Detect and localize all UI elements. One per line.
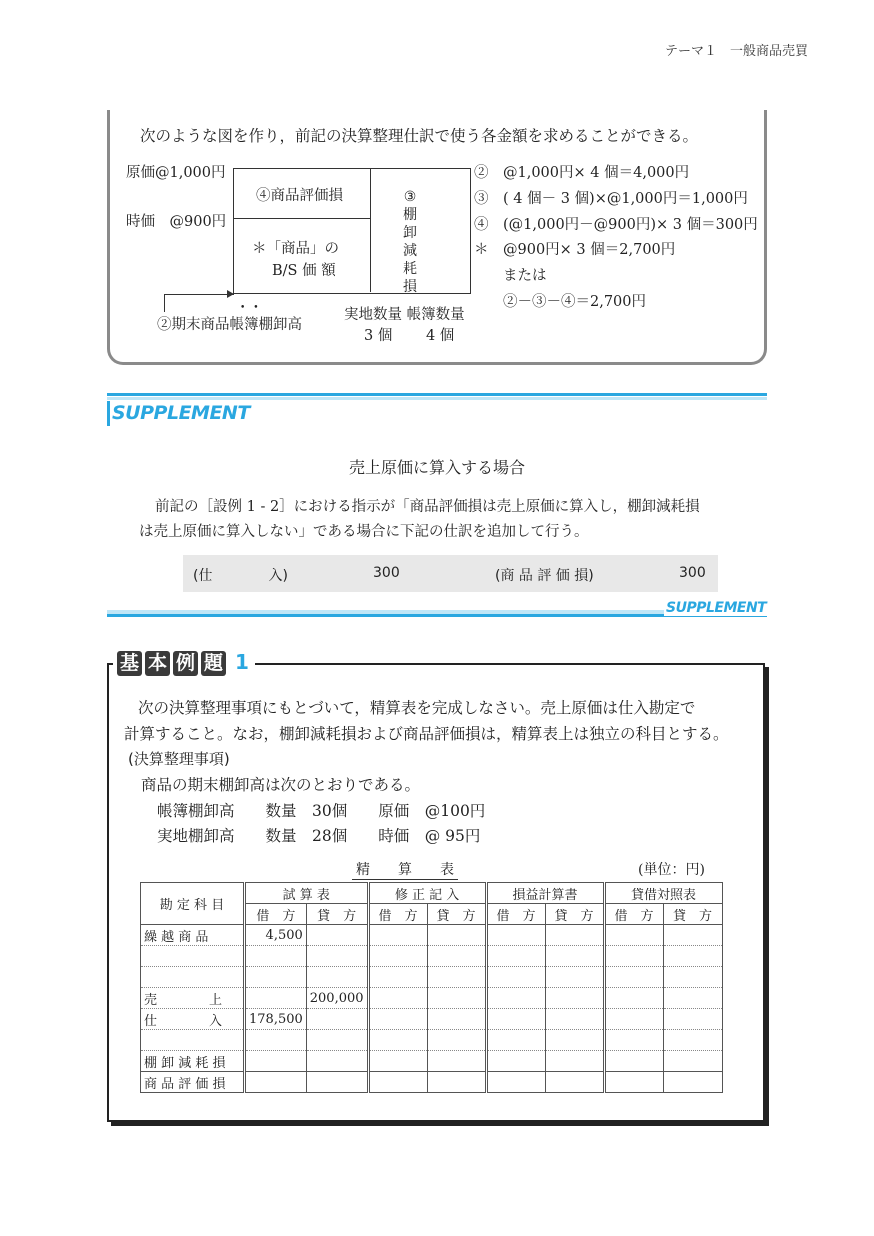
debit-header: 借 方 [604,904,663,925]
adjustment-debit-cell[interactable] [368,1009,427,1030]
debit-header: 借 方 [245,904,307,925]
table-row [141,1051,723,1072]
trial-balance-credit-cell[interactable] [306,1072,368,1093]
supplement-left-rule [107,401,110,426]
credit-amount: 300 [679,565,706,581]
side-char: ③ [403,189,417,205]
debit-header: 借 方 [368,904,427,925]
trial-balance-credit-cell[interactable] [306,967,368,988]
income-debit-cell[interactable] [486,1072,545,1093]
adjustment-credit-cell[interactable] [427,1051,486,1072]
credit-account: (商 品 評 価 損) [495,568,594,584]
account-cell [141,1030,245,1051]
table-row [141,925,723,946]
question-line-1: 次の決算整理事項にもとづいて，精算表を完成しなさい。売上原価は仕入勘定で [138,699,696,717]
trial-balance-debit-cell[interactable] [245,1051,307,1072]
adjustment-credit-cell[interactable] [427,1072,486,1093]
balance-credit-cell[interactable] [663,1030,722,1051]
adjustment-debit-cell[interactable] [368,946,427,967]
debit-amount: 300 [373,565,400,581]
balance-debit-cell[interactable] [604,925,663,946]
credit-header: 貸 方 [663,904,722,925]
supplement-top-bar [107,393,767,396]
income-credit-cell[interactable] [545,1072,604,1093]
adjustment-credit-cell[interactable] [427,946,486,967]
arrow-stem [164,294,165,312]
adjustment-credit-cell[interactable] [427,1030,486,1051]
trial-balance-credit-cell[interactable] [306,1009,368,1030]
income-credit-cell[interactable] [545,1051,604,1072]
supplement-badge: SUPPLEMENT [112,402,250,424]
balance-debit-cell[interactable] [604,1009,663,1030]
adjustment-debit-cell[interactable] [368,1051,427,1072]
balance-credit-cell[interactable] [663,946,722,967]
income-debit-cell[interactable] [486,925,545,946]
arrow-line [164,294,234,295]
worksheet-table [140,882,723,1093]
supplement-heading: 売上原価に算入する場合 [348,458,525,477]
calc-line: ③ ( 4 個－ 3 個)×@1,000円＝1,000円 [474,190,748,207]
group-adjustments: 修 正 記 入 [368,883,486,904]
income-debit-cell[interactable] [486,988,545,1009]
trial-balance-debit-cell[interactable] [245,988,307,1009]
income-debit-cell[interactable] [486,967,545,988]
income-debit-cell[interactable] [486,1009,545,1030]
running-header: テーマ１ 一般商品売買 [664,44,808,59]
adjustment-credit-cell[interactable] [427,967,486,988]
shrinkage-loss-label [398,188,422,296]
example-title [113,648,255,680]
trial-balance-credit-cell[interactable] [306,1051,368,1072]
adjustment-debit-cell[interactable] [368,1072,427,1093]
calc-line: ④ (@1,000円－@900円)× 3 個＝300円 [474,216,758,233]
account-cell: 棚 卸 減 耗 損 [141,1051,245,1072]
arrow-head-icon [227,290,234,298]
supplement-top-bar-light [107,397,767,400]
balance-credit-cell[interactable] [663,1009,722,1030]
valuation-loss-label: ④商品評価損 [256,188,343,204]
supplement-footer-badge: SUPPLEMENT [666,600,767,616]
credit-header: 貸 方 [306,904,368,925]
bs-value-label-2: B/S 価 額 [272,263,336,279]
table-row [141,1072,723,1093]
calc-line: または [474,268,547,285]
title-char: 基 [117,651,142,676]
balance-credit-cell[interactable] [663,988,722,1009]
adjustment-debit-cell[interactable] [368,988,427,1009]
trial-balance-credit-cell[interactable] [306,925,368,946]
balance-credit-cell[interactable] [663,967,722,988]
account-cell: 繰 越 商 品 [141,925,245,946]
side-char: 減 [403,243,417,259]
table-row [141,1009,723,1030]
balance-debit-cell[interactable] [604,988,663,1009]
group-balance-sheet: 貸借対照表 [604,883,722,904]
income-credit-cell[interactable] [545,967,604,988]
trial-balance-credit-cell[interactable] [306,946,368,967]
side-char: 耗 [403,261,417,277]
market-label: 時価 @900円 [126,214,227,230]
income-credit-cell[interactable] [545,1009,604,1030]
journal-entry [183,555,718,592]
calc-line: ② @1,000円× 4 個＝4,000円 [474,165,690,181]
adjustment-credit-cell[interactable] [427,925,486,946]
trial-balance-debit-cell[interactable]: 4,500 [245,925,307,946]
title-char: 本 [145,651,170,676]
adjustment-credit-cell[interactable] [427,1009,486,1030]
table-row [141,988,723,1009]
income-credit-cell[interactable] [545,1030,604,1051]
side-char: 損 [403,279,417,295]
trial-balance-credit-cell[interactable] [306,1030,368,1051]
adjustment-credit-cell[interactable] [427,988,486,1009]
balance-debit-cell[interactable] [604,1051,663,1072]
trial-balance-debit-cell[interactable] [245,1030,307,1051]
income-credit-cell[interactable] [545,988,604,1009]
supplement-body-2: は売上原価に算入しない」である場合に下記の仕訳を追加して行う。 [139,524,589,540]
trial-balance-debit-cell[interactable]: 178,500 [245,1009,307,1030]
credit-header: 貸 方 [427,904,486,925]
question-line-2: 計算すること。なお，棚卸減耗損および商品評価損は，精算表上は独立の科目とする。 [124,725,729,743]
side-char: 卸 [403,225,417,241]
group-trial-balance: 試 算 表 [245,883,369,904]
title-char: 例 [173,651,198,676]
balance-debit-cell[interactable] [604,1072,663,1093]
income-debit-cell[interactable] [486,1051,545,1072]
income-credit-cell[interactable] [545,925,604,946]
diagram-divider-horizontal [233,218,370,219]
balance-credit-cell[interactable] [663,925,722,946]
debit-header: 借 方 [486,904,545,925]
balance-credit-cell[interactable] [663,1072,722,1093]
worksheet-unit: (単位：円) [638,862,705,878]
adjustment-debit-cell[interactable] [368,967,427,988]
adjustment-debit-cell[interactable] [368,925,427,946]
credit-header: 貸 方 [545,904,604,925]
account-cell [141,967,245,988]
trial-balance-debit-cell[interactable] [245,946,307,967]
adjustment-debit-cell[interactable] [368,1030,427,1051]
book-inventory-row: 帳簿棚卸高 数量 30個 原価 @100円 [157,802,486,820]
balance-credit-cell[interactable] [663,1051,722,1072]
trial-balance-debit-cell[interactable] [245,967,307,988]
book-inventory-label: ②期末商品帳簿棚卸高 [157,317,302,333]
account-cell [141,946,245,967]
income-debit-cell[interactable] [486,1030,545,1051]
side-char: 棚 [403,207,417,223]
emphasis-dots: •• [240,303,267,313]
calculation-list [474,161,758,316]
balance-debit-cell[interactable] [604,1030,663,1051]
worksheet-title: 精 算 表 [352,859,458,880]
title-char: 題 [201,651,226,676]
balance-debit-cell[interactable] [604,967,663,988]
table-row [141,946,723,967]
account-header: 勘 定 科 目 [141,883,245,925]
account-cell: 売 上 [141,988,245,1009]
calc-line: ②－③－④＝2,700円 [474,293,647,310]
income-debit-cell[interactable] [486,946,545,967]
income-credit-cell[interactable] [545,946,604,967]
trial-balance-credit-cell[interactable]: 200,000 [306,988,368,1009]
cost-label: 原価@1,000円 [126,165,226,181]
quantity-values: 3 個 4 個 [364,328,455,344]
balance-debit-cell[interactable] [604,946,663,967]
account-cell: 商 品 評 価 損 [141,1072,245,1093]
account-cell: 仕 入 [141,1009,245,1030]
adjustments-title: (決算整理事項) [128,750,230,768]
example-number: 1 [235,650,249,674]
group-income-statement: 損益計算書 [486,883,604,904]
diagram-intro: 次のような図を作り，前記の決算整理仕訳で使う各金額を求めることができる。 [140,127,699,145]
trial-balance-debit-cell[interactable] [245,1072,307,1093]
diagram-divider-vertical [370,168,371,292]
quantity-labels: 実地数量 帳簿数量 [344,307,465,323]
table-row [141,1030,723,1051]
bs-value-label-1: ＊「商品」の [252,241,339,257]
calc-line: ＊ @900円× 3 個＝2,700円 [474,242,676,259]
debit-account: (仕 入) [193,568,288,584]
actual-inventory-row: 実地棚卸高 数量 28個 時価 @ 95円 [157,827,481,845]
inventory-intro: 商品の期末棚卸高は次のとおりである。 [141,776,421,794]
supplement-body-1: 前記の［設例 1 - 2］における指示が「商品評価損は売上原価に算入し，棚卸減耗損 [155,499,700,515]
table-row [141,967,723,988]
